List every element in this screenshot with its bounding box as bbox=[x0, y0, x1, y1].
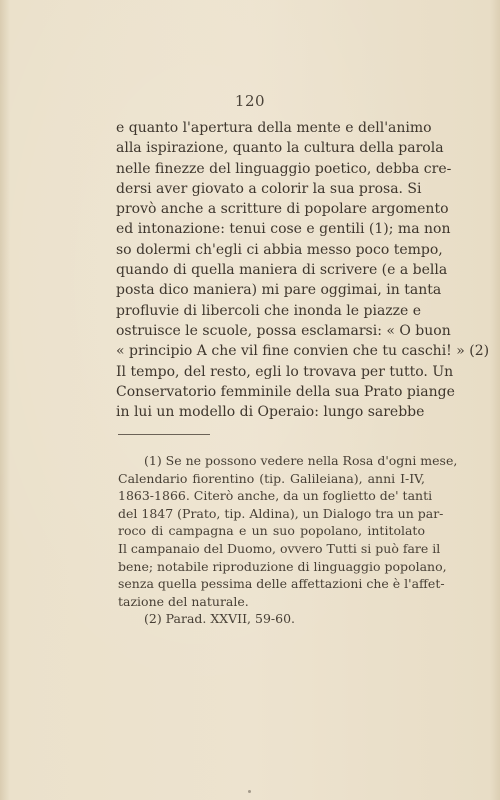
footnote-line: (1) Se ne possono vedere nella Rosa d'ogni mese, bbox=[144, 453, 458, 468]
text-line: profluvie di libercoli che inonda le piazze e bbox=[116, 302, 422, 319]
footnote-line: senza quella pessima delle affettazioni che è l'affet- bbox=[118, 576, 445, 592]
text-line: in lui un modello di Operaio: lungo sarebbe bbox=[116, 404, 425, 421]
footnote-line: 1863-1866. Citerò anche, da un foglietto de' tanti bbox=[118, 488, 433, 504]
text-line: ostruisce le scuole, possa esclamarsi: « O buon bbox=[116, 322, 451, 339]
text-line: alla ispirazione, quanto la cultura della parola bbox=[116, 140, 444, 157]
footnote-line: Calendario fiorentino (tip. Galileiana), anni I-IV, bbox=[118, 470, 425, 486]
footnotes bbox=[118, 452, 458, 628]
page-number: 120 bbox=[234, 92, 266, 110]
footnote-line: (2) Parad. XXVII, 59-60. bbox=[144, 611, 296, 627]
paper-mark bbox=[248, 790, 251, 793]
main-text bbox=[116, 118, 490, 422]
text-line: so dolermi ch'egli ci abbia messo poco tempo, bbox=[116, 241, 443, 258]
text-line: provò anche a scritture di popolare argomento bbox=[116, 201, 449, 218]
footnote-line: roco di campagna e un suo popolano, intitolato bbox=[118, 523, 425, 539]
footnote-line: Il campanaio del Duomo, ovvero Tutti si può fare il bbox=[118, 540, 441, 556]
footnote-separator bbox=[118, 434, 210, 435]
text-line: quando di quella maniera di scrivere (e a bella bbox=[116, 262, 448, 279]
footnote-line: del 1847 (Prato, tip. Aldina), un Dialogo tra un par- bbox=[118, 505, 444, 521]
text-line: ed intonazione: tenui cose e gentili (1); ma non bbox=[116, 221, 451, 238]
text-line: nelle finezze del linguaggio poetico, debba cre- bbox=[116, 160, 452, 177]
footnote-line: tazione del naturale. bbox=[118, 593, 249, 609]
text-line: posta dico maniera) mi pare oggimai, in tanta bbox=[116, 282, 442, 299]
text-line: Il tempo, del resto, egli lo trovava per tutto. Un bbox=[116, 363, 454, 380]
text-line: e quanto l'apertura della mente e dell'animo bbox=[116, 120, 432, 136]
text-line: dersi aver giovato a colorir la sua prosa. Si bbox=[116, 180, 422, 197]
text-line: Conservatorio femminile della sua Prato piange bbox=[116, 383, 455, 400]
footnote-line: bene; notabile riproduzione di linguaggio popolano, bbox=[118, 558, 447, 574]
text-line: « principio A che vil fine convien che tu caschi! » (2) bbox=[116, 343, 490, 360]
